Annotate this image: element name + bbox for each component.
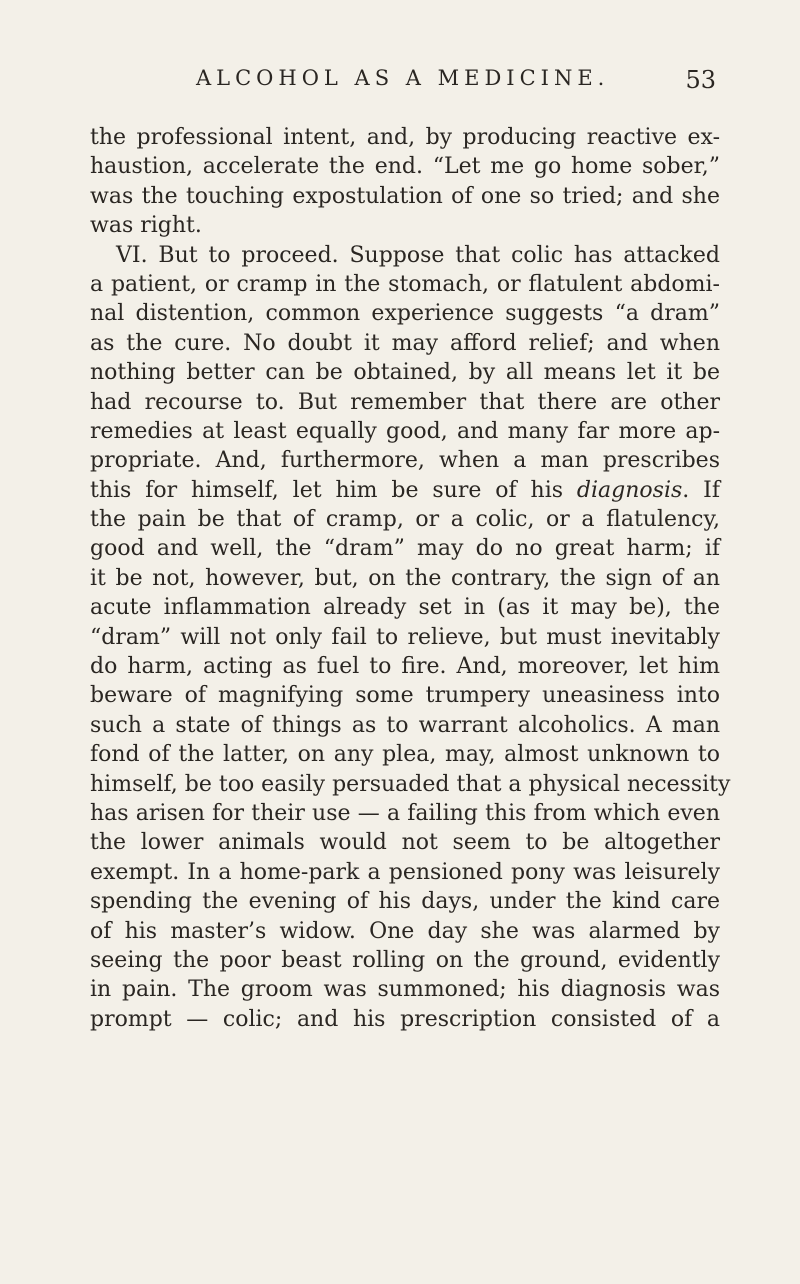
text-line: spending the evening of his days, under the kind care [90, 889, 720, 915]
text-line: has arisen for their use — a failing this from which even [90, 800, 720, 826]
italic-word: diagnosis [576, 477, 683, 503]
text-line: the professional intent, and, by producing reactive ex- [90, 125, 720, 150]
text-line: as the cure. No doubt it may afford relief; and when [90, 330, 720, 356]
text-line: “dram” will not only fail to relieve, but must inevitably [90, 624, 720, 650]
text-line: propriate. And, furthermore, when a man prescribes [90, 448, 720, 474]
running-title: ALCOHOL AS A MEDICINE. [196, 66, 610, 90]
text-line: it be not, however, but, on the contrary, the sign of an [90, 565, 720, 591]
text-line: exempt. In a home-park a pensioned pony was leisurely [90, 859, 720, 885]
body-text [90, 123, 731, 1034]
page-number: 53 [685, 66, 716, 94]
text-line: prompt — colic; and his prescription consisted of a [90, 1006, 720, 1032]
text-line: was right. [90, 213, 202, 239]
text-line: such a state of things as to warrant alcoholics. A man [90, 712, 720, 738]
text-line: was the touching expostulation of one so tried; and she [90, 183, 720, 209]
text-segment: this for himself, let him be sure of his [90, 477, 577, 503]
text-line: had recourse to. But remember that there are other [90, 389, 720, 415]
text-line: himself, be too easily persuaded that a physical necessity [90, 771, 731, 797]
text-line: VI. But to proceed. Suppose that colic has attacked [116, 242, 720, 268]
text-line: in pain. The groom was summoned; his diagnosis was [90, 977, 720, 1003]
text-line: beware of magnifying some trumpery uneasiness into [90, 683, 720, 709]
text-line: remedies at least equally good, and many far more ap- [90, 418, 720, 444]
text-line [90, 476, 720, 505]
text-line: acute inflammation already set in (as it may be), the [90, 595, 720, 621]
text-line: nal distention, common experience suggests “a dram” [90, 301, 720, 327]
text-line: the pain be that of cramp, or a colic, or a flatulency, [90, 507, 720, 533]
text-line: fond of the latter, on any plea, may, almost unknown to [90, 742, 720, 768]
text-line: of his master’s widow. One day she was alarmed by [90, 918, 720, 944]
running-head [196, 66, 716, 96]
text-segment: . If [682, 477, 720, 503]
text-line: seeing the poor beast rolling on the ground, evidently [90, 947, 720, 973]
text-line: haustion, accelerate the end. “Let me go home sober,” [90, 154, 720, 180]
text-line: do harm, acting as fuel to fire. And, moreover, let him [90, 654, 720, 680]
text-line: nothing better can be obtained, by all means let it be [90, 360, 720, 386]
text-line: a patient, or cramp in the stomach, or flatulent abdomi- [90, 271, 720, 297]
text-line: good and well, the “dram” may do no great harm; if [90, 536, 720, 562]
text-line: the lower animals would not seem to be altogether [90, 830, 720, 856]
